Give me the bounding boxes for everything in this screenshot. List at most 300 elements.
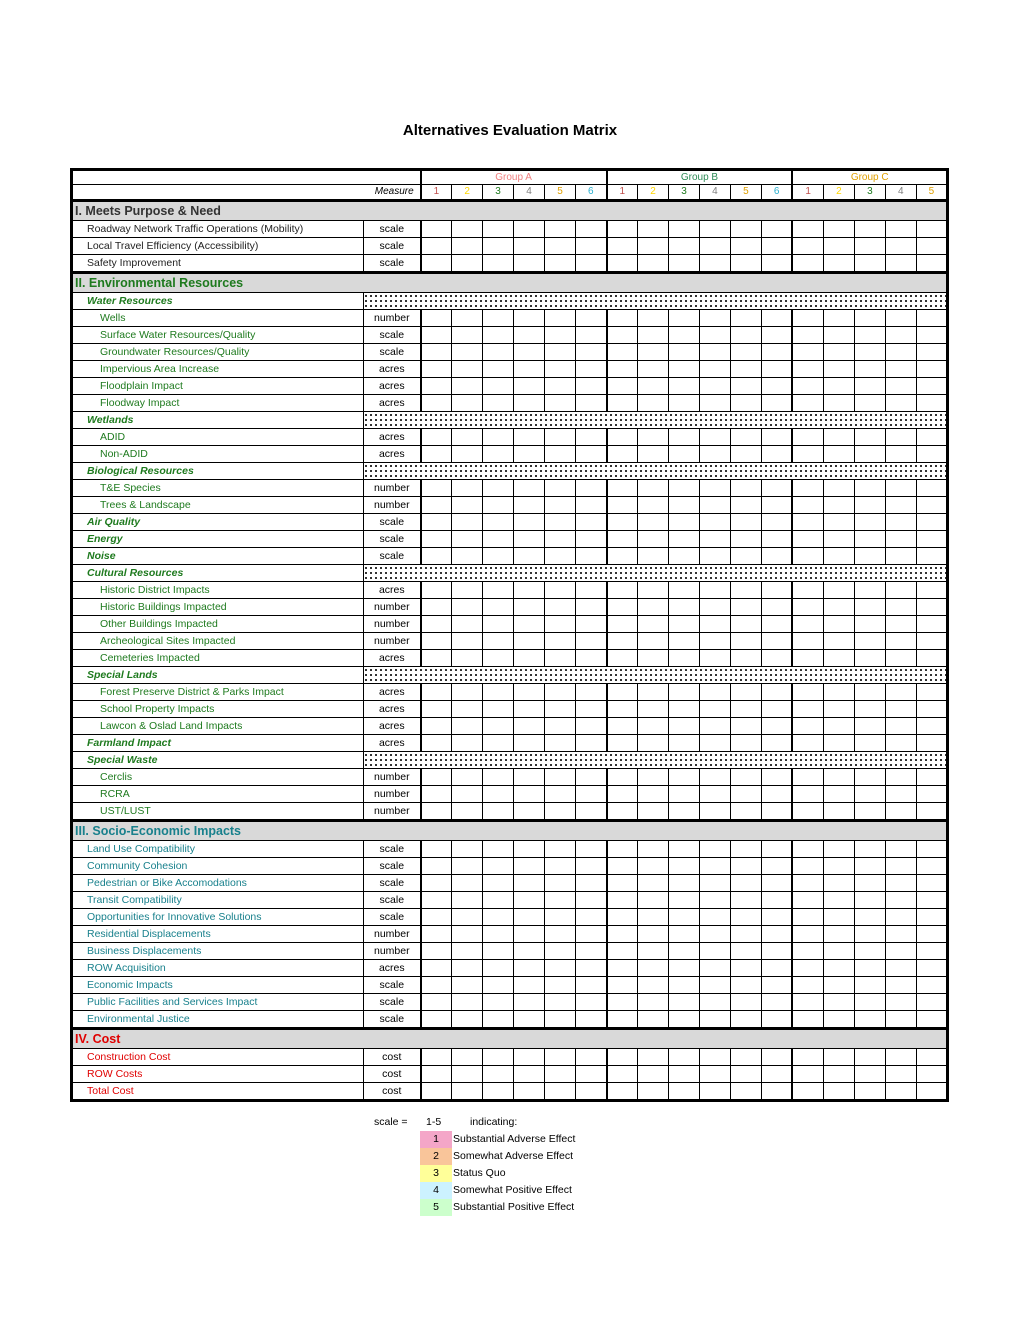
score-cell[interactable] bbox=[730, 361, 761, 378]
score-cell[interactable] bbox=[607, 616, 638, 633]
score-cell[interactable] bbox=[730, 892, 761, 909]
score-cell[interactable] bbox=[885, 650, 916, 667]
score-cell[interactable] bbox=[545, 446, 576, 463]
score-cell[interactable] bbox=[668, 599, 699, 616]
score-cell[interactable] bbox=[792, 633, 823, 650]
score-cell[interactable] bbox=[607, 841, 638, 858]
score-cell[interactable] bbox=[452, 531, 483, 548]
score-cell[interactable] bbox=[638, 395, 669, 412]
score-cell[interactable] bbox=[638, 310, 669, 327]
score-cell[interactable] bbox=[668, 875, 699, 892]
score-cell[interactable] bbox=[607, 548, 638, 565]
score-cell[interactable] bbox=[699, 684, 730, 701]
score-cell[interactable] bbox=[514, 255, 545, 273]
score-cell[interactable] bbox=[514, 858, 545, 875]
score-cell[interactable] bbox=[730, 480, 761, 497]
score-cell[interactable] bbox=[421, 531, 452, 548]
score-cell[interactable] bbox=[699, 395, 730, 412]
score-cell[interactable] bbox=[792, 1066, 823, 1083]
score-cell[interactable] bbox=[576, 684, 607, 701]
score-cell[interactable] bbox=[545, 395, 576, 412]
score-cell[interactable] bbox=[730, 633, 761, 650]
score-cell[interactable] bbox=[421, 769, 452, 786]
score-cell[interactable] bbox=[730, 599, 761, 616]
score-cell[interactable] bbox=[916, 858, 947, 875]
score-cell[interactable] bbox=[483, 514, 514, 531]
score-cell[interactable] bbox=[421, 841, 452, 858]
score-cell[interactable] bbox=[452, 238, 483, 255]
score-cell[interactable] bbox=[854, 221, 885, 238]
score-cell[interactable] bbox=[761, 531, 792, 548]
score-cell[interactable] bbox=[638, 701, 669, 718]
score-cell[interactable] bbox=[638, 221, 669, 238]
score-cell[interactable] bbox=[668, 1066, 699, 1083]
score-cell[interactable] bbox=[761, 718, 792, 735]
score-cell[interactable] bbox=[792, 909, 823, 926]
score-cell[interactable] bbox=[483, 701, 514, 718]
score-cell[interactable] bbox=[730, 238, 761, 255]
score-cell[interactable] bbox=[638, 480, 669, 497]
score-cell[interactable] bbox=[483, 582, 514, 599]
score-cell[interactable] bbox=[761, 429, 792, 446]
score-cell[interactable] bbox=[761, 943, 792, 960]
score-cell[interactable] bbox=[885, 395, 916, 412]
score-cell[interactable] bbox=[916, 429, 947, 446]
score-cell[interactable] bbox=[668, 255, 699, 273]
score-cell[interactable] bbox=[607, 960, 638, 977]
score-cell[interactable] bbox=[823, 616, 854, 633]
score-cell[interactable] bbox=[730, 616, 761, 633]
score-cell[interactable] bbox=[730, 344, 761, 361]
score-cell[interactable] bbox=[421, 926, 452, 943]
score-cell[interactable] bbox=[638, 548, 669, 565]
score-cell[interactable] bbox=[607, 480, 638, 497]
score-cell[interactable] bbox=[668, 429, 699, 446]
score-cell[interactable] bbox=[854, 531, 885, 548]
score-cell[interactable] bbox=[452, 994, 483, 1011]
score-cell[interactable] bbox=[885, 684, 916, 701]
score-cell[interactable] bbox=[916, 238, 947, 255]
score-cell[interactable] bbox=[638, 943, 669, 960]
score-cell[interactable] bbox=[638, 582, 669, 599]
score-cell[interactable] bbox=[514, 875, 545, 892]
score-cell[interactable] bbox=[452, 803, 483, 821]
score-cell[interactable] bbox=[823, 378, 854, 395]
score-cell[interactable] bbox=[576, 786, 607, 803]
score-cell[interactable] bbox=[514, 786, 545, 803]
score-cell[interactable] bbox=[514, 943, 545, 960]
score-cell[interactable] bbox=[730, 909, 761, 926]
score-cell[interactable] bbox=[638, 684, 669, 701]
score-cell[interactable] bbox=[792, 977, 823, 994]
score-cell[interactable] bbox=[730, 429, 761, 446]
score-cell[interactable] bbox=[885, 514, 916, 531]
score-cell[interactable] bbox=[483, 803, 514, 821]
score-cell[interactable] bbox=[607, 994, 638, 1011]
score-cell[interactable] bbox=[668, 994, 699, 1011]
score-cell[interactable] bbox=[638, 514, 669, 531]
score-cell[interactable] bbox=[792, 548, 823, 565]
score-cell[interactable] bbox=[885, 616, 916, 633]
score-cell[interactable] bbox=[730, 395, 761, 412]
score-cell[interactable] bbox=[576, 446, 607, 463]
score-cell[interactable] bbox=[452, 892, 483, 909]
score-cell[interactable] bbox=[730, 446, 761, 463]
score-cell[interactable] bbox=[823, 429, 854, 446]
score-cell[interactable] bbox=[699, 858, 730, 875]
score-cell[interactable] bbox=[607, 735, 638, 752]
score-cell[interactable] bbox=[699, 633, 730, 650]
score-cell[interactable] bbox=[452, 480, 483, 497]
score-cell[interactable] bbox=[545, 548, 576, 565]
score-cell[interactable] bbox=[885, 858, 916, 875]
score-cell[interactable] bbox=[545, 497, 576, 514]
score-cell[interactable] bbox=[730, 514, 761, 531]
score-cell[interactable] bbox=[545, 599, 576, 616]
score-cell[interactable] bbox=[607, 684, 638, 701]
score-cell[interactable] bbox=[823, 344, 854, 361]
score-cell[interactable] bbox=[823, 1066, 854, 1083]
score-cell[interactable] bbox=[452, 1049, 483, 1066]
score-cell[interactable] bbox=[854, 344, 885, 361]
score-cell[interactable] bbox=[638, 446, 669, 463]
score-cell[interactable] bbox=[576, 480, 607, 497]
score-cell[interactable] bbox=[885, 327, 916, 344]
score-cell[interactable] bbox=[885, 344, 916, 361]
score-cell[interactable] bbox=[607, 977, 638, 994]
score-cell[interactable] bbox=[699, 514, 730, 531]
score-cell[interactable] bbox=[607, 943, 638, 960]
score-cell[interactable] bbox=[823, 684, 854, 701]
score-cell[interactable] bbox=[483, 255, 514, 273]
score-cell[interactable] bbox=[576, 238, 607, 255]
score-cell[interactable] bbox=[452, 497, 483, 514]
score-cell[interactable] bbox=[452, 684, 483, 701]
score-cell[interactable] bbox=[823, 650, 854, 667]
score-cell[interactable] bbox=[545, 310, 576, 327]
score-cell[interactable] bbox=[452, 909, 483, 926]
score-cell[interactable] bbox=[823, 718, 854, 735]
score-cell[interactable] bbox=[885, 1011, 916, 1029]
score-cell[interactable] bbox=[421, 378, 452, 395]
score-cell[interactable] bbox=[483, 327, 514, 344]
score-cell[interactable] bbox=[514, 531, 545, 548]
score-cell[interactable] bbox=[483, 361, 514, 378]
score-cell[interactable] bbox=[761, 378, 792, 395]
score-cell[interactable] bbox=[823, 1011, 854, 1029]
score-cell[interactable] bbox=[854, 514, 885, 531]
score-cell[interactable] bbox=[421, 480, 452, 497]
score-cell[interactable] bbox=[761, 480, 792, 497]
score-cell[interactable] bbox=[730, 1011, 761, 1029]
score-cell[interactable] bbox=[792, 718, 823, 735]
score-cell[interactable] bbox=[514, 480, 545, 497]
score-cell[interactable] bbox=[730, 221, 761, 238]
score-cell[interactable] bbox=[483, 909, 514, 926]
score-cell[interactable] bbox=[421, 344, 452, 361]
score-cell[interactable] bbox=[885, 977, 916, 994]
score-cell[interactable] bbox=[854, 718, 885, 735]
score-cell[interactable] bbox=[916, 977, 947, 994]
score-cell[interactable] bbox=[483, 1049, 514, 1066]
score-cell[interactable] bbox=[668, 926, 699, 943]
score-cell[interactable] bbox=[823, 310, 854, 327]
score-cell[interactable] bbox=[452, 429, 483, 446]
score-cell[interactable] bbox=[576, 909, 607, 926]
score-cell[interactable] bbox=[792, 446, 823, 463]
score-cell[interactable] bbox=[699, 960, 730, 977]
score-cell[interactable] bbox=[607, 718, 638, 735]
score-cell[interactable] bbox=[792, 735, 823, 752]
score-cell[interactable] bbox=[638, 977, 669, 994]
score-cell[interactable] bbox=[514, 926, 545, 943]
score-cell[interactable] bbox=[514, 429, 545, 446]
score-cell[interactable] bbox=[885, 994, 916, 1011]
score-cell[interactable] bbox=[916, 599, 947, 616]
score-cell[interactable] bbox=[885, 497, 916, 514]
score-cell[interactable] bbox=[576, 616, 607, 633]
score-cell[interactable] bbox=[514, 548, 545, 565]
score-cell[interactable] bbox=[730, 841, 761, 858]
score-cell[interactable] bbox=[607, 599, 638, 616]
score-cell[interactable] bbox=[792, 1049, 823, 1066]
score-cell[interactable] bbox=[699, 378, 730, 395]
score-cell[interactable] bbox=[854, 395, 885, 412]
score-cell[interactable] bbox=[545, 1011, 576, 1029]
score-cell[interactable] bbox=[576, 497, 607, 514]
score-cell[interactable] bbox=[792, 310, 823, 327]
score-cell[interactable] bbox=[576, 841, 607, 858]
score-cell[interactable] bbox=[545, 255, 576, 273]
score-cell[interactable] bbox=[885, 429, 916, 446]
score-cell[interactable] bbox=[638, 616, 669, 633]
score-cell[interactable] bbox=[792, 327, 823, 344]
score-cell[interactable] bbox=[545, 650, 576, 667]
score-cell[interactable] bbox=[699, 735, 730, 752]
score-cell[interactable] bbox=[668, 582, 699, 599]
score-cell[interactable] bbox=[854, 735, 885, 752]
score-cell[interactable] bbox=[823, 514, 854, 531]
score-cell[interactable] bbox=[483, 960, 514, 977]
score-cell[interactable] bbox=[916, 650, 947, 667]
score-cell[interactable] bbox=[514, 684, 545, 701]
score-cell[interactable] bbox=[699, 1083, 730, 1101]
score-cell[interactable] bbox=[792, 238, 823, 255]
score-cell[interactable] bbox=[699, 701, 730, 718]
score-cell[interactable] bbox=[730, 378, 761, 395]
score-cell[interactable] bbox=[452, 599, 483, 616]
score-cell[interactable] bbox=[761, 960, 792, 977]
score-cell[interactable] bbox=[421, 616, 452, 633]
score-cell[interactable] bbox=[916, 892, 947, 909]
score-cell[interactable] bbox=[514, 378, 545, 395]
score-cell[interactable] bbox=[514, 769, 545, 786]
score-cell[interactable] bbox=[607, 786, 638, 803]
score-cell[interactable] bbox=[607, 514, 638, 531]
score-cell[interactable] bbox=[699, 616, 730, 633]
score-cell[interactable] bbox=[452, 1066, 483, 1083]
score-cell[interactable] bbox=[885, 548, 916, 565]
score-cell[interactable] bbox=[452, 616, 483, 633]
score-cell[interactable] bbox=[885, 803, 916, 821]
score-cell[interactable] bbox=[730, 926, 761, 943]
score-cell[interactable] bbox=[854, 977, 885, 994]
score-cell[interactable] bbox=[545, 344, 576, 361]
score-cell[interactable] bbox=[699, 769, 730, 786]
score-cell[interactable] bbox=[421, 238, 452, 255]
score-cell[interactable] bbox=[730, 875, 761, 892]
score-cell[interactable] bbox=[854, 497, 885, 514]
score-cell[interactable] bbox=[483, 633, 514, 650]
score-cell[interactable] bbox=[452, 548, 483, 565]
score-cell[interactable] bbox=[916, 943, 947, 960]
score-cell[interactable] bbox=[761, 548, 792, 565]
score-cell[interactable] bbox=[668, 701, 699, 718]
score-cell[interactable] bbox=[916, 926, 947, 943]
score-cell[interactable] bbox=[421, 255, 452, 273]
score-cell[interactable] bbox=[576, 361, 607, 378]
score-cell[interactable] bbox=[607, 650, 638, 667]
score-cell[interactable] bbox=[885, 841, 916, 858]
score-cell[interactable] bbox=[638, 803, 669, 821]
score-cell[interactable] bbox=[668, 960, 699, 977]
score-cell[interactable] bbox=[730, 497, 761, 514]
score-cell[interactable] bbox=[823, 909, 854, 926]
score-cell[interactable] bbox=[823, 238, 854, 255]
score-cell[interactable] bbox=[699, 803, 730, 821]
score-cell[interactable] bbox=[792, 221, 823, 238]
score-cell[interactable] bbox=[916, 395, 947, 412]
score-cell[interactable] bbox=[761, 1066, 792, 1083]
score-cell[interactable] bbox=[668, 310, 699, 327]
score-cell[interactable] bbox=[699, 361, 730, 378]
score-cell[interactable] bbox=[668, 718, 699, 735]
score-cell[interactable] bbox=[885, 599, 916, 616]
score-cell[interactable] bbox=[854, 875, 885, 892]
score-cell[interactable] bbox=[916, 841, 947, 858]
score-cell[interactable] bbox=[576, 1011, 607, 1029]
score-cell[interactable] bbox=[792, 701, 823, 718]
score-cell[interactable] bbox=[761, 255, 792, 273]
score-cell[interactable] bbox=[823, 841, 854, 858]
score-cell[interactable] bbox=[668, 1049, 699, 1066]
score-cell[interactable] bbox=[576, 858, 607, 875]
score-cell[interactable] bbox=[761, 395, 792, 412]
score-cell[interactable] bbox=[483, 718, 514, 735]
score-cell[interactable] bbox=[452, 514, 483, 531]
score-cell[interactable] bbox=[638, 238, 669, 255]
score-cell[interactable] bbox=[483, 841, 514, 858]
score-cell[interactable] bbox=[916, 633, 947, 650]
score-cell[interactable] bbox=[483, 769, 514, 786]
score-cell[interactable] bbox=[854, 255, 885, 273]
score-cell[interactable] bbox=[514, 701, 545, 718]
score-cell[interactable] bbox=[792, 599, 823, 616]
score-cell[interactable] bbox=[638, 497, 669, 514]
score-cell[interactable] bbox=[545, 378, 576, 395]
score-cell[interactable] bbox=[576, 395, 607, 412]
score-cell[interactable] bbox=[916, 616, 947, 633]
score-cell[interactable] bbox=[854, 310, 885, 327]
score-cell[interactable] bbox=[916, 960, 947, 977]
score-cell[interactable] bbox=[576, 514, 607, 531]
score-cell[interactable] bbox=[699, 238, 730, 255]
score-cell[interactable] bbox=[916, 221, 947, 238]
score-cell[interactable] bbox=[823, 531, 854, 548]
score-cell[interactable] bbox=[668, 238, 699, 255]
score-cell[interactable] bbox=[576, 943, 607, 960]
score-cell[interactable] bbox=[730, 718, 761, 735]
score-cell[interactable] bbox=[452, 582, 483, 599]
score-cell[interactable] bbox=[699, 310, 730, 327]
score-cell[interactable] bbox=[916, 480, 947, 497]
score-cell[interactable] bbox=[854, 892, 885, 909]
score-cell[interactable] bbox=[452, 858, 483, 875]
score-cell[interactable] bbox=[421, 633, 452, 650]
score-cell[interactable] bbox=[792, 497, 823, 514]
score-cell[interactable] bbox=[514, 909, 545, 926]
score-cell[interactable] bbox=[823, 497, 854, 514]
score-cell[interactable] bbox=[916, 1011, 947, 1029]
score-cell[interactable] bbox=[854, 684, 885, 701]
score-cell[interactable] bbox=[421, 858, 452, 875]
score-cell[interactable] bbox=[916, 310, 947, 327]
score-cell[interactable] bbox=[854, 238, 885, 255]
score-cell[interactable] bbox=[668, 786, 699, 803]
score-cell[interactable] bbox=[576, 633, 607, 650]
score-cell[interactable] bbox=[699, 943, 730, 960]
score-cell[interactable] bbox=[514, 977, 545, 994]
score-cell[interactable] bbox=[514, 395, 545, 412]
score-cell[interactable] bbox=[699, 480, 730, 497]
score-cell[interactable] bbox=[885, 633, 916, 650]
score-cell[interactable] bbox=[483, 875, 514, 892]
score-cell[interactable] bbox=[730, 943, 761, 960]
score-cell[interactable] bbox=[885, 221, 916, 238]
score-cell[interactable] bbox=[452, 633, 483, 650]
score-cell[interactable] bbox=[576, 875, 607, 892]
score-cell[interactable] bbox=[792, 1083, 823, 1101]
score-cell[interactable] bbox=[607, 378, 638, 395]
score-cell[interactable] bbox=[699, 255, 730, 273]
score-cell[interactable] bbox=[916, 531, 947, 548]
score-cell[interactable] bbox=[607, 909, 638, 926]
score-cell[interactable] bbox=[545, 909, 576, 926]
score-cell[interactable] bbox=[823, 875, 854, 892]
score-cell[interactable] bbox=[916, 701, 947, 718]
score-cell[interactable] bbox=[576, 1049, 607, 1066]
score-cell[interactable] bbox=[483, 310, 514, 327]
score-cell[interactable] bbox=[916, 344, 947, 361]
score-cell[interactable] bbox=[421, 718, 452, 735]
score-cell[interactable] bbox=[854, 1049, 885, 1066]
score-cell[interactable] bbox=[452, 1083, 483, 1101]
score-cell[interactable] bbox=[792, 650, 823, 667]
score-cell[interactable] bbox=[792, 514, 823, 531]
score-cell[interactable] bbox=[730, 327, 761, 344]
score-cell[interactable] bbox=[854, 926, 885, 943]
score-cell[interactable] bbox=[668, 221, 699, 238]
score-cell[interactable] bbox=[576, 327, 607, 344]
score-cell[interactable] bbox=[792, 255, 823, 273]
score-cell[interactable] bbox=[607, 531, 638, 548]
score-cell[interactable] bbox=[730, 582, 761, 599]
score-cell[interactable] bbox=[576, 344, 607, 361]
score-cell[interactable] bbox=[854, 1066, 885, 1083]
score-cell[interactable] bbox=[452, 786, 483, 803]
score-cell[interactable] bbox=[761, 1049, 792, 1066]
score-cell[interactable] bbox=[916, 582, 947, 599]
